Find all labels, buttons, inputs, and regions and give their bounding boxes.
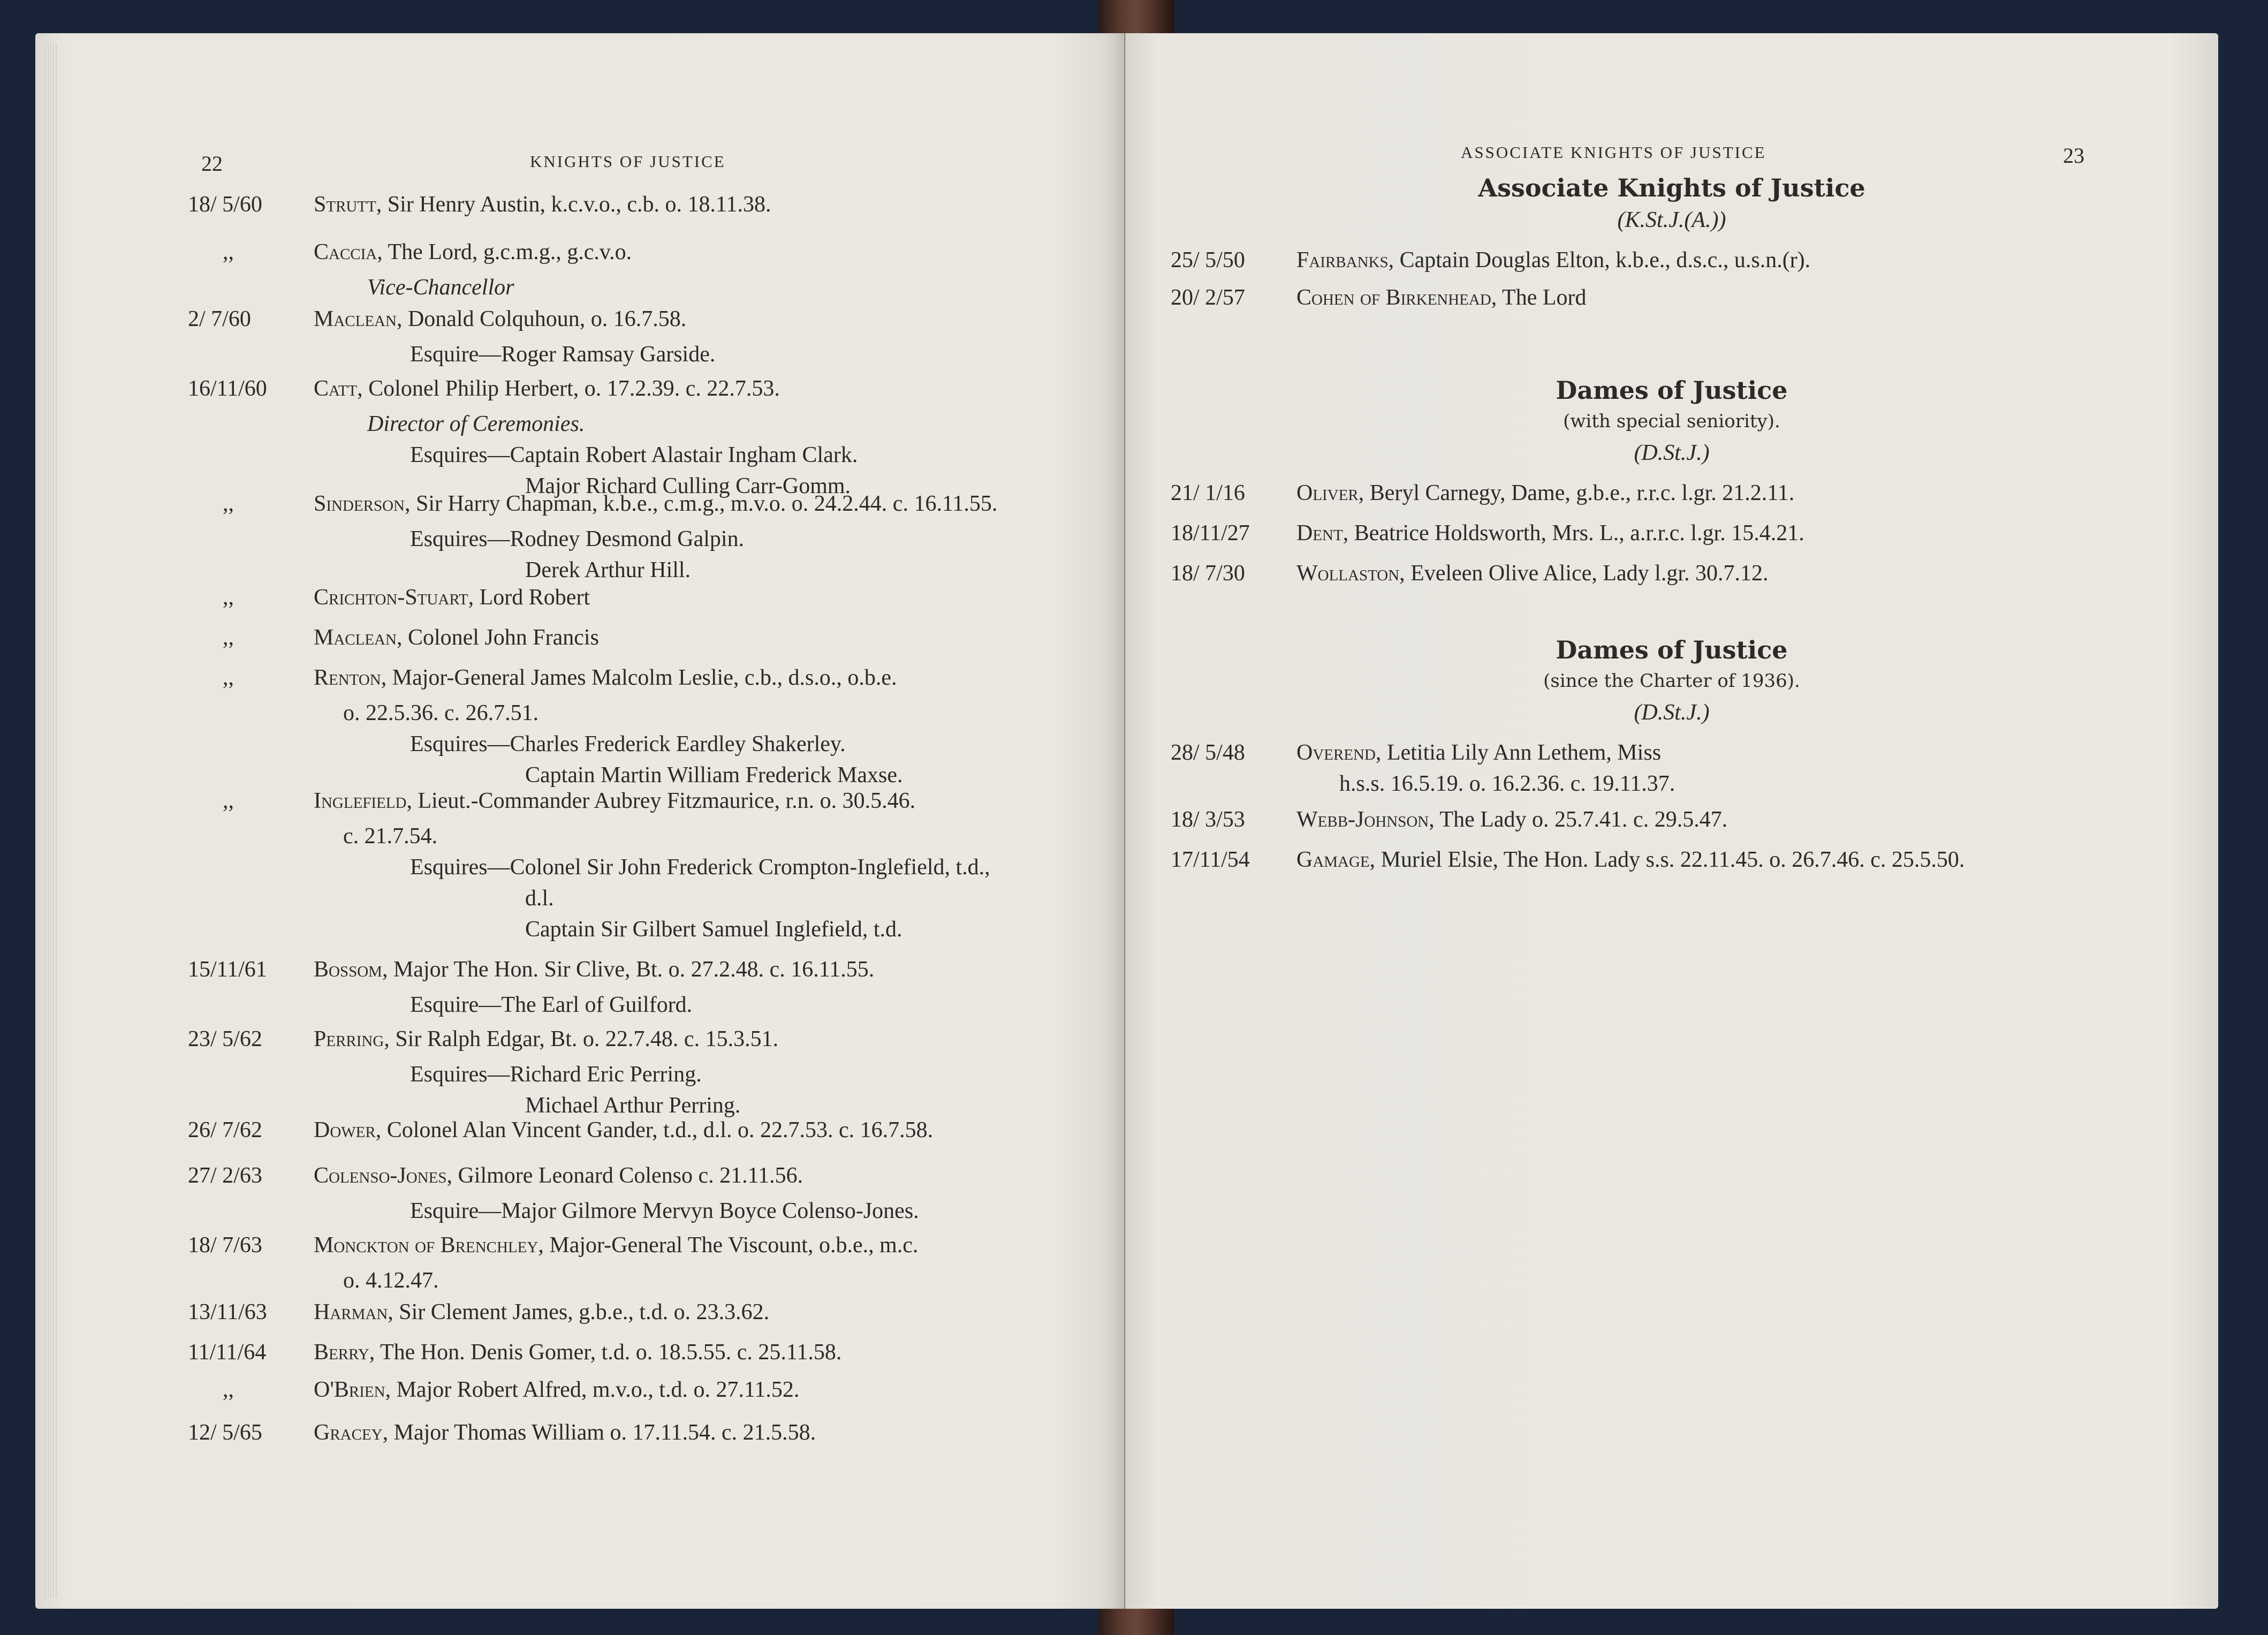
entry-details: Captain Douglas Elton, k.b.e., d.s.c., u.s.n.(r).: [1394, 248, 1811, 272]
entry-line: [314, 1163, 803, 1189]
entry-line: [314, 1117, 933, 1143]
entry-surname: Bossom,: [314, 957, 388, 982]
entry-continuation: Derek Arthur Hill.: [525, 558, 691, 582]
entry-surname: Gracey,: [314, 1420, 389, 1445]
entry-continuation: Esquire—Major Gilmore Mervyn Boyce Colenso-Jones.: [410, 1199, 919, 1223]
entry-line: [1296, 561, 1769, 586]
entry-date: 18/ 7/30: [1171, 561, 1245, 586]
entry-date: 16/11/60: [188, 376, 267, 401]
entry-continuation: Esquires—Colonel Sir John Frederick Crompton-Inglefield, t.d.,: [410, 855, 990, 880]
entry-details: The Lord: [1497, 285, 1587, 310]
entry-continuation: Captain Sir Gilbert Samuel Inglefield, t.d.: [525, 917, 902, 942]
entry-surname: Renton,: [314, 665, 387, 690]
entry-date: 12/ 5/65: [188, 1420, 262, 1445]
entry-continuation: Esquires—Charles Frederick Eardley Shakerley.: [410, 732, 846, 756]
section-heading: Dames of Justice: [1556, 376, 1788, 405]
entry-line: [314, 585, 590, 610]
entry-surname: Colenso-Jones,: [314, 1163, 452, 1188]
entry-date: 18/ 5/60: [188, 192, 262, 217]
entry-date: 18/11/27: [1171, 521, 1250, 546]
entry-date: ,,: [223, 240, 234, 264]
entry-date: 13/11/63: [188, 1300, 267, 1324]
entry-surname: Webb-Johnson,: [1296, 807, 1435, 832]
entry-line: [314, 625, 599, 650]
section-abbreviation: (K.St.J.(A.)): [1617, 208, 1726, 232]
entry-line: [314, 192, 771, 217]
entry-date: ,,: [223, 585, 234, 610]
entry-surname: Caccia,: [314, 240, 383, 264]
entry-continuation: c. 21.7.54.: [343, 824, 438, 849]
section-heading: Associate Knights of Justice: [1478, 173, 1865, 202]
entry-line: [1296, 285, 1586, 311]
entry-line: [314, 1026, 778, 1052]
entry-date: ,,: [223, 665, 234, 690]
entry-date: 21/ 1/16: [1171, 481, 1245, 505]
section-subheading: (with special seniority).: [1563, 411, 1780, 432]
entry-line: [314, 957, 874, 982]
entry-details: Letitia Lily Ann Lethem, Miss: [1381, 740, 1662, 765]
entry-continuation: Esquire—The Earl of Guilford.: [410, 993, 693, 1017]
entry-surname: Inglefield,: [314, 789, 412, 813]
entry-continuation: h.s.s. 16.5.19. o. 16.2.36. c. 19.11.37.: [1339, 771, 1675, 796]
entry-date: 18/ 7/63: [188, 1233, 262, 1258]
entry-surname: Perring,: [314, 1027, 390, 1051]
section-abbreviation: (D.St.J.): [1634, 441, 1710, 465]
entry-line: [314, 239, 632, 265]
entry-date: 2/ 7/60: [188, 307, 251, 331]
entry-date: 25/ 5/50: [1171, 248, 1245, 272]
entry-surname: Sinderson,: [314, 491, 411, 516]
entry-surname: Harman,: [314, 1300, 393, 1324]
entry-details: Sir Clement James, g.b.e., t.d. o. 23.3.62.: [393, 1300, 770, 1324]
entry-line: [1296, 807, 1727, 832]
entry-line: [1296, 480, 1794, 506]
entry-continuation: Esquire—Roger Ramsay Garside.: [410, 342, 716, 367]
entry-line: [314, 1232, 918, 1258]
entry-details: Major-General James Malcolm Leslie, c.b., d.s.o., o.b.e.: [386, 665, 897, 690]
entry-details: Colonel John Francis: [402, 625, 599, 650]
entry-line: [314, 1299, 769, 1325]
entry-details: Beatrice Holdsworth, Mrs. L., a.r.r.c. l.gr. 15.4.21.: [1348, 521, 1804, 546]
entry-continuation: o. 22.5.36. c. 26.7.51.: [343, 701, 539, 725]
entry-details: The Lord, g.c.m.g., g.c.v.o.: [382, 240, 632, 264]
entry-surname: Cohen of Birkenhead,: [1296, 285, 1497, 310]
entry-details: Sir Henry Austin, k.c.v.o., c.b. o. 18.11.38.: [382, 192, 771, 217]
entry-line: [1296, 740, 1661, 766]
entry-details: Donald Colquhoun, o. 16.7.58.: [402, 307, 687, 331]
entry-surname: Crichton-Stuart,: [314, 585, 474, 610]
entry-continuation: Director of Ceremonies.: [367, 412, 585, 436]
entry-continuation: Major Richard Culling Carr-Gomm.: [525, 474, 851, 498]
entry-details: The Lady o. 25.7.41. c. 29.5.47.: [1434, 807, 1728, 832]
page-number-left: 22: [201, 152, 223, 176]
entry-continuation: Esquires—Rodney Desmond Galpin.: [410, 527, 745, 551]
entry-details: Major-General The Viscount, o.b.e., m.c.: [543, 1233, 919, 1258]
entry-line: [314, 491, 997, 517]
running-head-right: ASSOCIATE KNIGHTS OF JUSTICE: [1461, 143, 1766, 162]
entry-date: ,,: [223, 625, 234, 650]
entry-details: Eveleen Olive Alice, Lady l.gr. 30.7.12.: [1405, 561, 1769, 586]
entry-surname: Catt,: [314, 376, 363, 401]
entry-surname: Wollaston,: [1296, 561, 1405, 586]
entry-line: [314, 376, 780, 402]
entry-continuation: o. 4.12.47.: [343, 1268, 439, 1293]
entry-date: 20/ 2/57: [1171, 285, 1245, 310]
section-abbreviation: (D.St.J.): [1634, 700, 1710, 725]
entry-line: [314, 1339, 841, 1365]
entry-details: Muriel Elsie, The Hon. Lady s.s. 22.11.45. o. 26.7.46. c. 25.5.50.: [1375, 847, 1965, 872]
running-head-left: KNIGHTS OF JUSTICE: [530, 152, 726, 171]
entry-surname: Fairbanks,: [1296, 248, 1394, 272]
entry-surname: Berry,: [314, 1340, 375, 1365]
entry-date: 18/ 3/53: [1171, 807, 1245, 832]
entry-surname: Dent,: [1296, 521, 1349, 546]
entry-continuation: d.l.: [525, 886, 554, 911]
entry-date: ,,: [223, 789, 234, 813]
entry-line: [314, 306, 686, 332]
entry-line: [314, 788, 915, 814]
entry-details: Lieut.-Commander Aubrey Fitzmaurice, r.n. o. 30.5.46.: [412, 789, 916, 813]
entry-surname: Gamage,: [1296, 847, 1376, 872]
entry-line: [314, 665, 897, 691]
entry-surname: O'Brien,: [314, 1377, 391, 1402]
entry-surname: Monckton of Brenchley,: [314, 1233, 544, 1258]
entry-date: ,,: [223, 491, 234, 516]
entry-date: 15/11/61: [188, 957, 267, 982]
entry-line: [314, 1420, 816, 1445]
entry-continuation: Esquires—Richard Eric Perring.: [410, 1062, 702, 1087]
section-heading: Dames of Justice: [1556, 635, 1788, 664]
left-page: [35, 33, 1125, 1609]
entry-continuation: Esquires—Captain Robert Alastair Ingham Clark.: [410, 443, 858, 467]
entry-date: 11/11/64: [188, 1340, 267, 1365]
entry-details: Sir Harry Chapman, k.b.e., c.m.g., m.v.o. o. 24.2.44. c. 16.11.55.: [410, 491, 998, 516]
entry-details: Gilmore Leonard Colenso c. 21.11.56.: [452, 1163, 803, 1188]
entry-continuation: Michael Arthur Perring.: [525, 1093, 741, 1118]
entry-date: 27/ 2/63: [188, 1163, 262, 1188]
entry-surname: Strutt,: [314, 192, 382, 217]
entry-surname: Maclean,: [314, 307, 403, 331]
entry-date: 28/ 5/48: [1171, 740, 1245, 765]
entry-details: Beryl Carnegy, Dame, g.b.e., r.r.c. l.gr. 21.2.11.: [1364, 481, 1795, 505]
entry-details: Lord Robert: [474, 585, 590, 610]
section-subheading: (since the Charter of 1936).: [1543, 670, 1800, 692]
entry-date: ,,: [223, 1377, 234, 1402]
entry-date: 26/ 7/62: [188, 1118, 262, 1142]
entry-details: Sir Ralph Edgar, Bt. o. 22.7.48. c. 15.3.51.: [389, 1027, 779, 1051]
entry-continuation: Captain Martin William Frederick Maxse.: [525, 763, 903, 788]
entry-details: Colonel Philip Herbert, o. 17.2.39. c. 22.7.53.: [362, 376, 780, 401]
entry-line: [1296, 247, 1810, 273]
entry-date: 23/ 5/62: [188, 1027, 262, 1051]
entry-surname: Overend,: [1296, 740, 1382, 765]
entry-continuation: Vice-Chancellor: [367, 275, 514, 300]
entry-surname: Dower,: [314, 1118, 382, 1142]
entry-line: [1296, 520, 1804, 546]
entry-details: Major The Hon. Sir Clive, Bt. o. 27.2.48. c. 16.11.55.: [388, 957, 875, 982]
entry-line: [314, 1377, 799, 1403]
entry-surname: Oliver,: [1296, 481, 1364, 505]
entry-details: Colonel Alan Vincent Gander, t.d., d.l. o. 22.7.53. c. 16.7.58.: [381, 1118, 934, 1142]
entry-line: [1296, 847, 1964, 873]
entry-details: The Hon. Denis Gomer, t.d. o. 18.5.55. c. 25.11.58.: [375, 1340, 842, 1365]
entry-details: Major Robert Alfred, m.v.o., t.d. o. 27.11.52.: [391, 1377, 800, 1402]
entry-surname: Maclean,: [314, 625, 403, 650]
right-page: [1125, 33, 2218, 1609]
entry-date: 17/11/54: [1171, 847, 1250, 872]
page-number-right: 23: [2063, 143, 2084, 168]
entry-details: Major Thomas William o. 17.11.54. c. 21.5.58.: [388, 1420, 816, 1445]
